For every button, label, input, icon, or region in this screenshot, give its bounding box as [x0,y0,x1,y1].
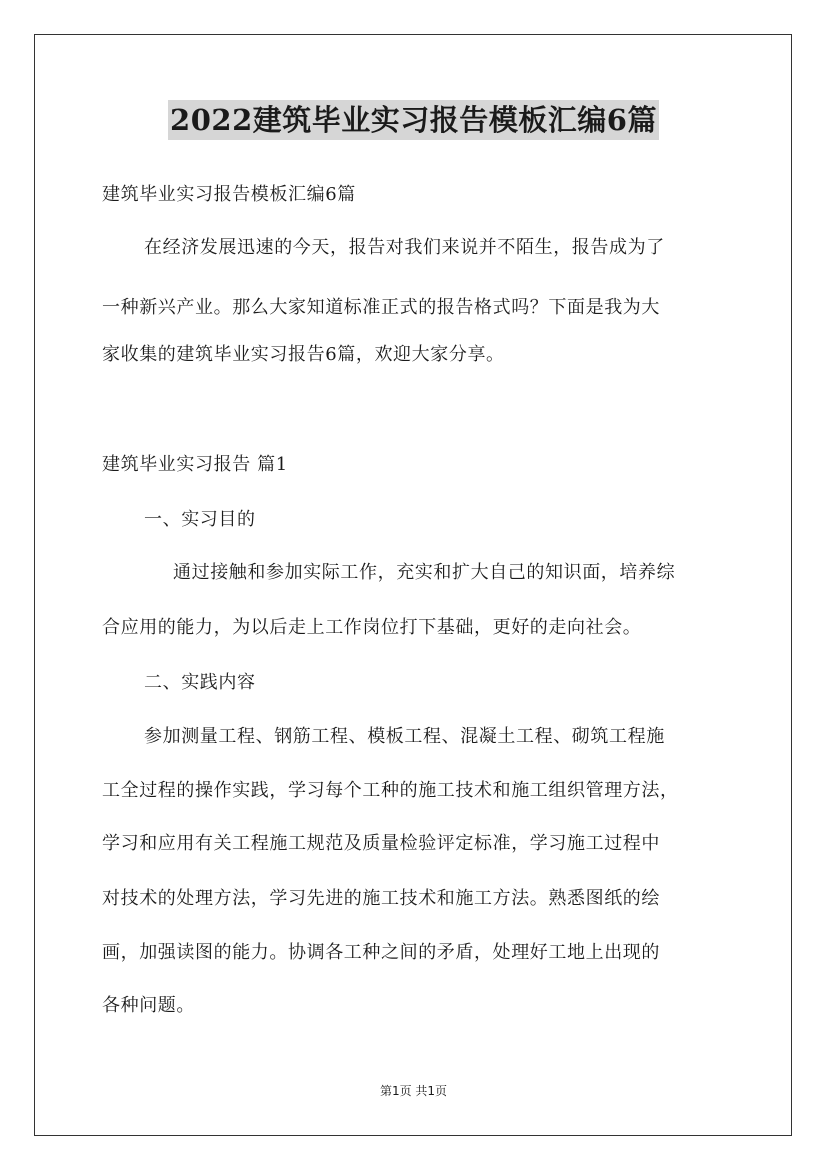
heading-content: 二、实践内容 [144,672,256,693]
purpose-line-2: 合应用的能力，为以后走上工作岗位打下基础，更好的走向社会。 [102,617,642,638]
title-container [0,100,827,140]
content-line-4: 对技术的处理方法，学习先进的施工技术和施工方法。熟悉图纸的绘 [102,888,660,909]
intro-line-3: 家收集的建筑毕业实习报告6篇，欢迎大家分享。 [102,344,505,365]
content-line-1: 参加测量工程、钢筋工程、模板工程、混凝土工程、砌筑工程施 [144,726,665,747]
page-footer: 第1页 共1页 [379,1084,448,1098]
content-line-6: 各种问题。 [102,995,195,1016]
content-line-2: 工全过程的操作实践，学习每个工种的施工技术和施工组织管理方法， [102,780,679,801]
intro-line-2: 一种新兴产业。那么大家知道标准正式的报告格式吗？下面是我为大 [102,297,660,318]
content-line-5: 画，加强读图的能力。协调各工种之间的矛盾，处理好工地上出现的 [102,942,660,963]
section-heading: 建筑毕业实习报告 篇1 [102,454,288,475]
purpose-line-1: 通过接触和参加实际工作，充实和扩大自己的知识面，培养综 [173,562,676,583]
heading-purpose: 一、实习目的 [144,509,256,530]
content-line-3: 学习和应用有关工程施工规范及质量检验评定标准，学习施工过程中 [102,833,660,854]
intro-line-1: 在经济发展迅速的今天，报告对我们来说并不陌生，报告成为了 [144,237,665,258]
document-subtitle: 建筑毕业实习报告模板汇编6篇 [102,184,356,205]
document-title: 2022建筑毕业实习报告模板汇编6篇 [168,100,659,140]
